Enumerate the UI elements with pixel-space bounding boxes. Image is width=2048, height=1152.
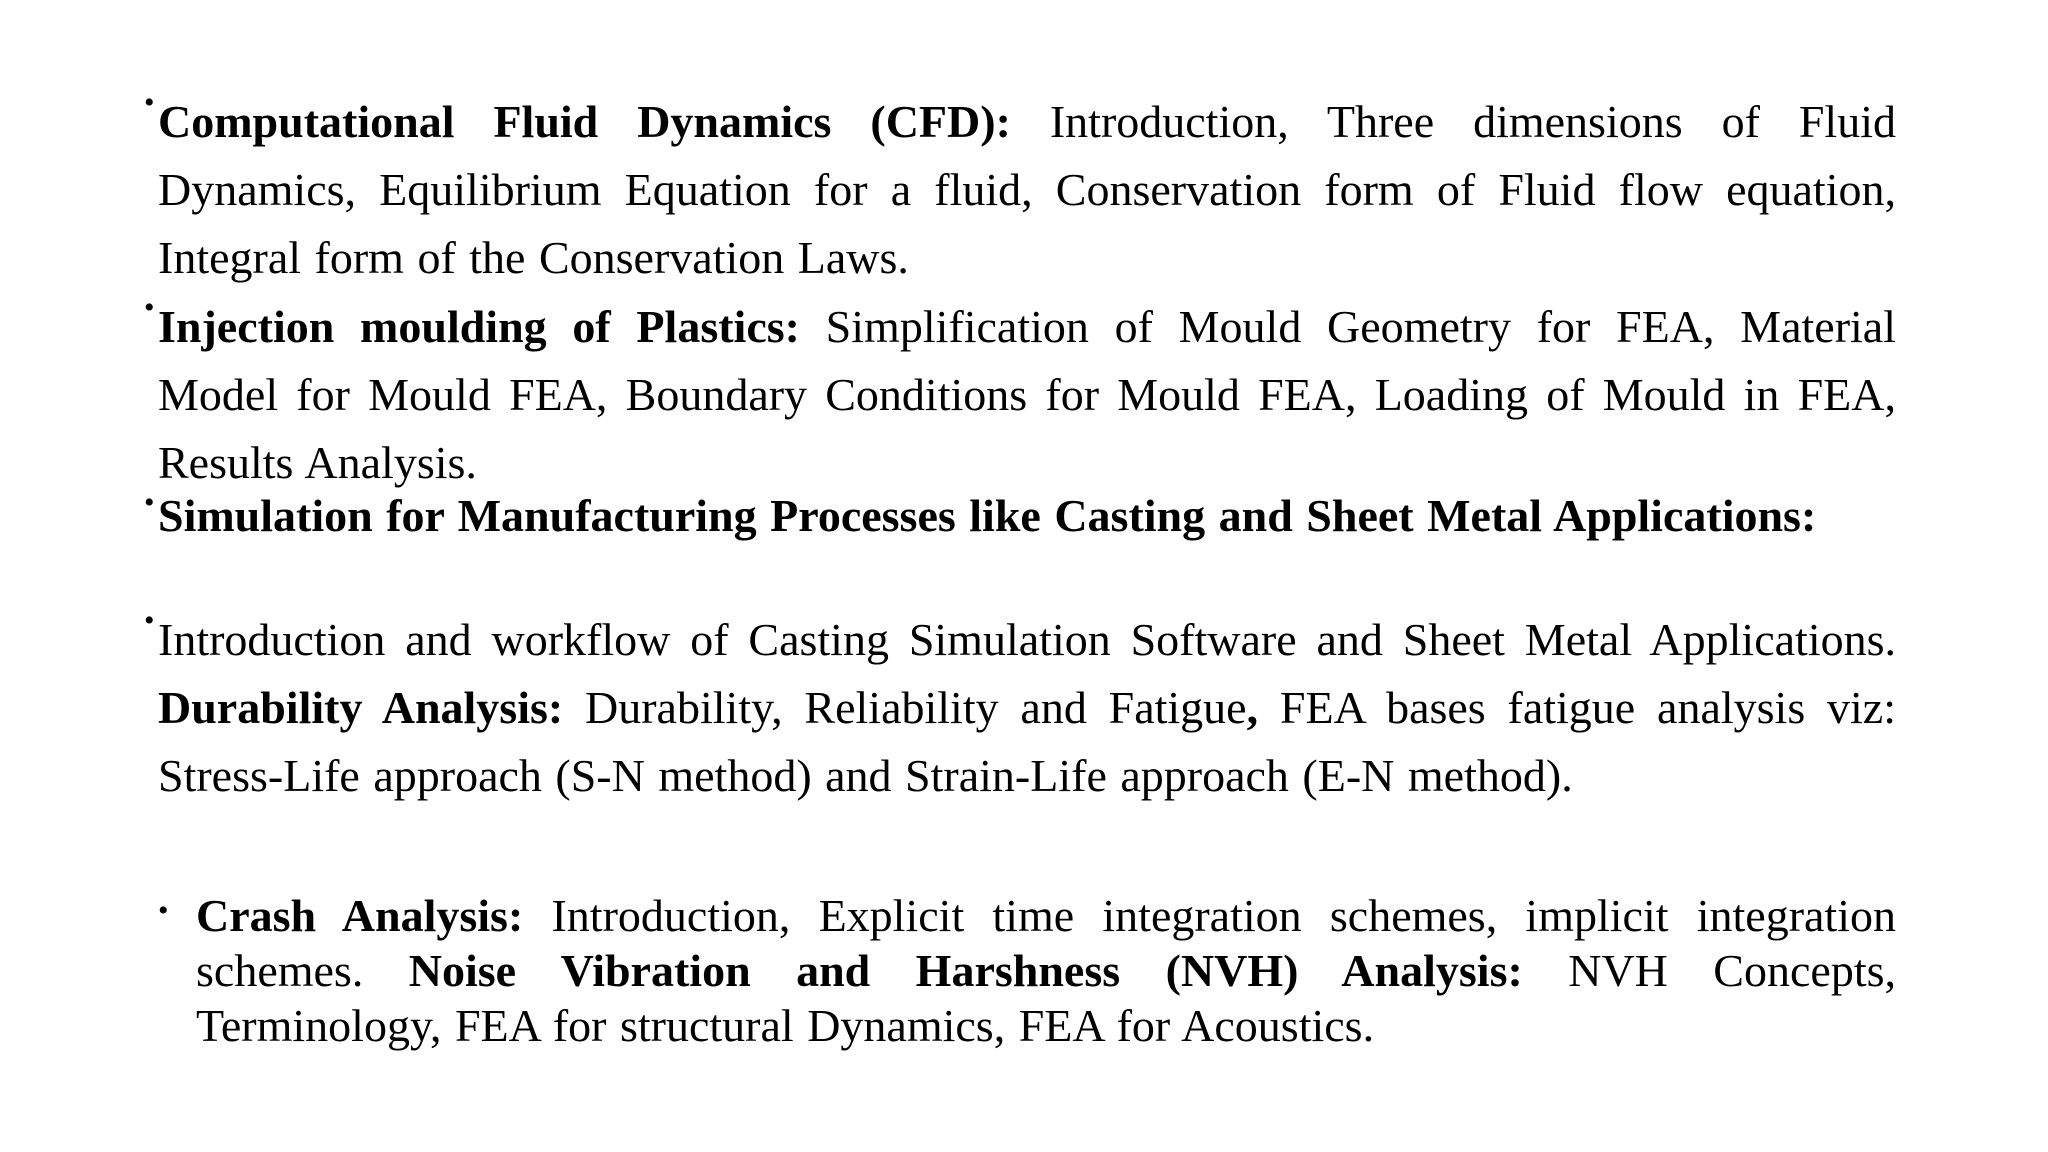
item-heading: Injection moulding of Plastics:	[158, 301, 800, 352]
item-text: Introduction, Explicit time integration schemes, implicit integration schemes.	[196, 890, 1896, 996]
bullet-icon: •	[144, 86, 155, 119]
item-comma: ,	[1246, 682, 1259, 733]
bullet-icon: •	[144, 604, 155, 637]
item-heading: Computational Fluid Dynamics (CFD):	[158, 96, 1011, 147]
bullet-icon: •	[144, 486, 155, 519]
item-text-3: FEA bases fatigue analysis viz: Stress-Life approach (S-N method) and Strain-Life approach (E-N method).	[158, 682, 1896, 801]
item-heading: Simulation for Manufacturing Processes like Casting and Sheet Metal Applications:	[158, 490, 1817, 541]
bullet-item-injection-moulding	[144, 291, 1896, 497]
bullet-item-casting-durability	[144, 604, 1896, 810]
item-text-2: Durability, Reliability and Fatigue	[563, 682, 1247, 733]
bullet-item-crash-nvh	[158, 888, 1896, 1053]
bullet-item-cfd	[144, 86, 1896, 292]
item-text: Introduction and workflow of Casting Simulation Software and Sheet Metal Applications.	[158, 614, 1896, 665]
bullet-item-simulation-manufacturing	[144, 486, 1876, 543]
item-text-2: NVH Concepts, Terminology, FEA for structural Dynamics, FEA for Acoustics.	[196, 945, 1896, 1051]
item-heading-2: Noise Vibration and Harshness (NVH) Analysis:	[408, 945, 1523, 996]
item-text: Simplification of Mould Geometry for FEA, Material Model for Mould FEA, Boundary Conditions for Mould FEA, Loading of Mould in FEA, Results Analysis.	[158, 301, 1896, 488]
item-heading: Durability Analysis:	[158, 682, 564, 733]
item-text: Introduction, Three dimensions of Fluid Dynamics, Equilibrium Equation for a fluid, Conservation form of Fluid flow equation, Integral form of the Conservation Laws.	[158, 96, 1896, 283]
bullet-icon: •	[144, 291, 155, 324]
bullet-icon: •	[158, 894, 169, 927]
item-heading: Crash Analysis:	[196, 890, 524, 941]
